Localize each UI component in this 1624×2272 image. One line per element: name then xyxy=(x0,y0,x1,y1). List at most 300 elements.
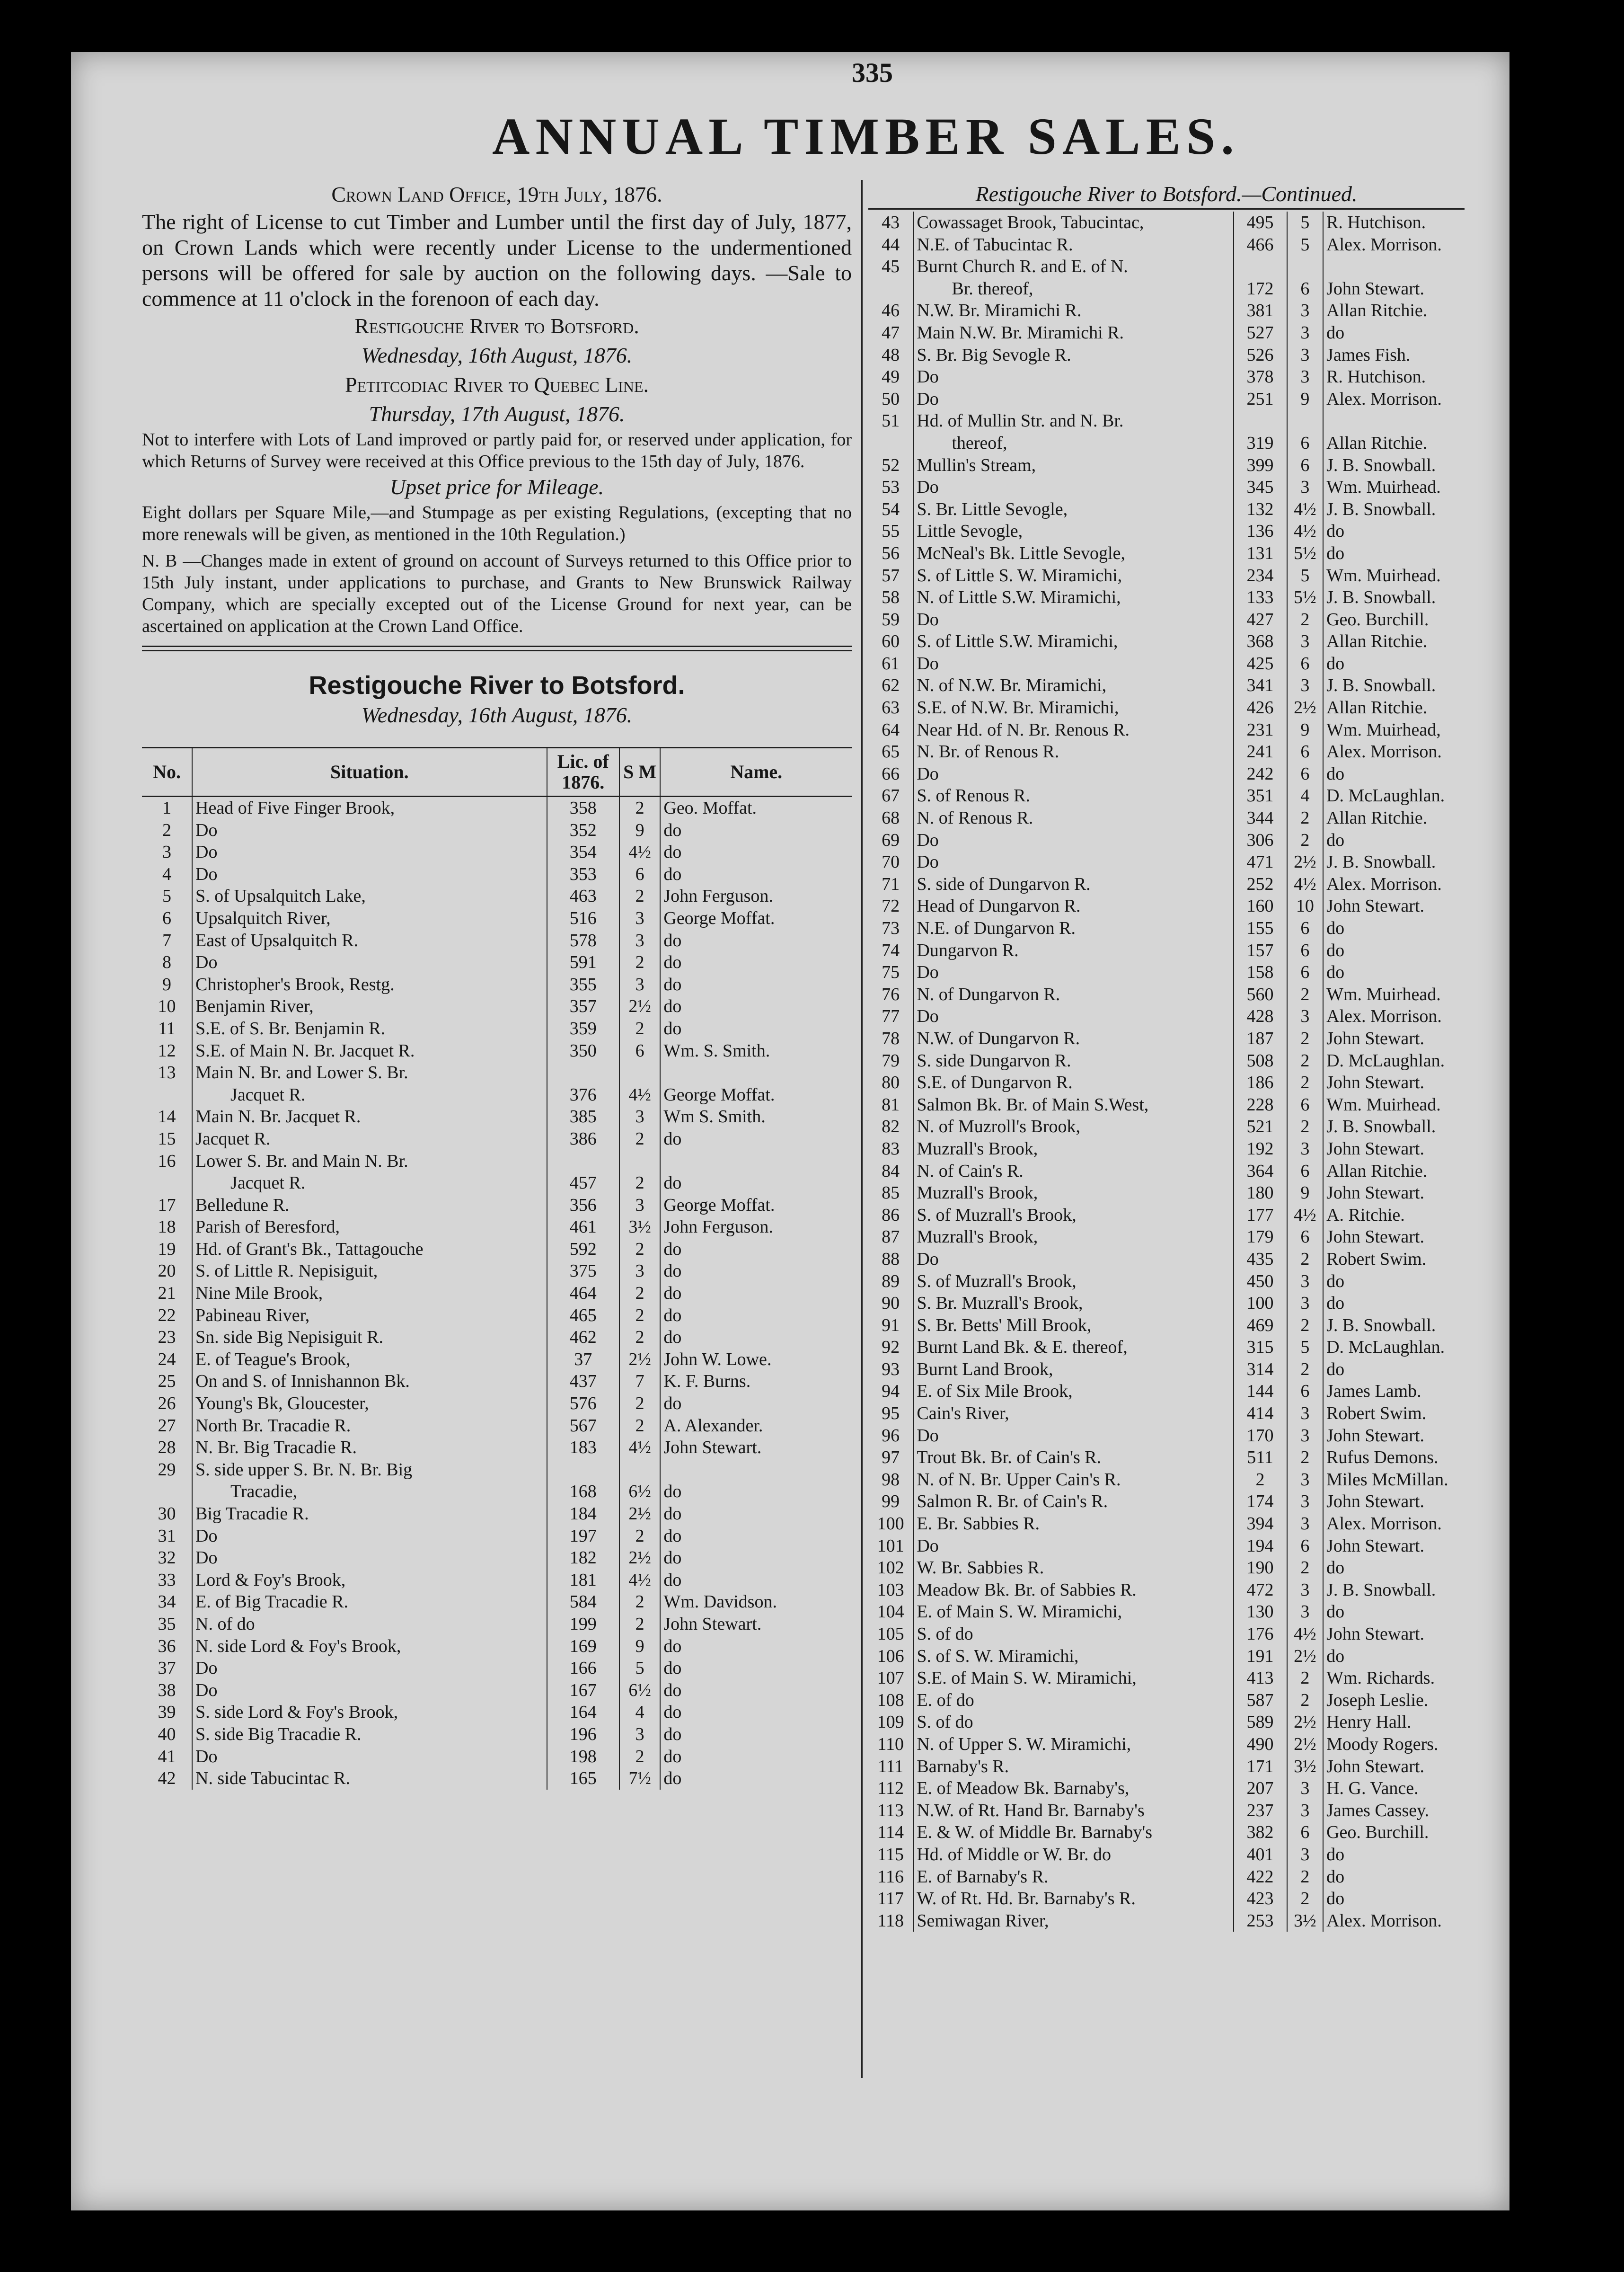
row-name: John Stewart. xyxy=(1323,1072,1465,1094)
row-name: K. F. Burns. xyxy=(660,1370,852,1393)
row-situation: Muzrall's Brook, xyxy=(913,1138,1233,1160)
row-situation: Christopher's Brook, Restg. xyxy=(192,974,547,996)
row-license: 169 xyxy=(547,1635,619,1658)
row-number: 49 xyxy=(882,367,900,387)
table-row xyxy=(868,917,1465,940)
row-name: J. B. Snowball. xyxy=(1323,1116,1465,1138)
row-square-miles: 2½ xyxy=(619,1547,660,1569)
row-name: Wm. Muirhead, xyxy=(1323,719,1465,741)
row-license: 587 xyxy=(1234,1689,1287,1712)
sale1-date: Wednesday, 16th August, 1876. xyxy=(361,343,633,367)
row-number: 3 xyxy=(162,842,172,862)
row-square-miles xyxy=(619,1459,660,1481)
row-number: 7 xyxy=(162,930,172,950)
row-name: do xyxy=(660,1746,852,1768)
row-number: 54 xyxy=(882,499,900,519)
row-situation: W. of Rt. Hd. Br. Barnaby's R. xyxy=(913,1888,1233,1910)
table-row xyxy=(868,542,1465,565)
table-row xyxy=(868,212,1465,234)
row-square-miles xyxy=(1287,256,1324,278)
row-situation: S. of Muzrall's Brook, xyxy=(913,1270,1233,1293)
row-license: 413 xyxy=(1234,1667,1287,1689)
row-number: 30 xyxy=(158,1504,176,1524)
row-number: 29 xyxy=(158,1459,176,1480)
row-license: 560 xyxy=(1234,984,1287,1006)
row-number: 47 xyxy=(882,322,900,343)
row-number: 20 xyxy=(158,1261,176,1281)
row-square-miles: 5 xyxy=(1287,212,1324,234)
row-name: Alex. Morrison. xyxy=(1323,741,1465,763)
row-number: 58 xyxy=(882,587,900,608)
sale2-date: Thursday, 17th August, 1876. xyxy=(369,402,625,426)
table-row xyxy=(142,1679,852,1702)
row-name: do xyxy=(1323,829,1465,852)
row-name: John Stewart. xyxy=(660,1437,852,1459)
table-row xyxy=(868,1800,1465,1822)
row-square-miles: 3 xyxy=(619,1260,660,1282)
row-number: 5 xyxy=(162,886,172,906)
row-number: 114 xyxy=(877,1822,904,1843)
table-row xyxy=(868,1380,1465,1402)
row-license: 131 xyxy=(1234,542,1287,565)
row-number: 70 xyxy=(882,852,900,872)
row-square-miles: 3½ xyxy=(1287,1910,1324,1932)
row-license: 426 xyxy=(1234,697,1287,719)
row-situation: S. of Upsalquitch Lake, xyxy=(192,885,547,907)
row-square-miles: 4½ xyxy=(619,841,660,863)
row-license xyxy=(1234,256,1287,278)
row-license: 164 xyxy=(547,1701,619,1723)
row-square-miles: 6 xyxy=(1287,917,1324,940)
row-number: 37 xyxy=(158,1658,176,1678)
row-square-miles: 3½ xyxy=(1287,1756,1324,1778)
row-situation: Do xyxy=(192,1525,547,1547)
row-square-miles: 2 xyxy=(1287,1050,1324,1072)
row-situation: Hd. of Middle or W. Br. do xyxy=(913,1844,1233,1866)
row-number: 41 xyxy=(158,1746,176,1766)
row-name: Rufus Demons. xyxy=(1323,1447,1465,1469)
table-row xyxy=(142,1613,852,1635)
row-license: 527 xyxy=(1234,322,1287,344)
row-number: 61 xyxy=(882,653,900,674)
row-license: 378 xyxy=(1234,366,1287,388)
table-row xyxy=(142,797,852,819)
row-license: 160 xyxy=(1234,895,1287,917)
table-row xyxy=(868,256,1465,278)
row-situation: N. of N.W. Br. Miramichi, xyxy=(913,674,1233,697)
row-license: 425 xyxy=(1234,653,1287,675)
row-name: do xyxy=(1323,520,1465,542)
table-row xyxy=(868,1623,1465,1645)
row-license: 355 xyxy=(547,974,619,996)
row-name: do xyxy=(660,974,852,996)
table-row xyxy=(868,234,1465,256)
row-square-miles: 2½ xyxy=(619,1503,660,1525)
upset-price-heading: Upset price for Mileage. xyxy=(389,475,604,499)
row-license: 516 xyxy=(547,907,619,930)
row-name: John Stewart. xyxy=(1323,1491,1465,1513)
row-square-miles: 3 xyxy=(1287,1800,1324,1822)
row-square-miles: 2 xyxy=(1287,1358,1324,1381)
table-row xyxy=(868,322,1465,344)
table-row xyxy=(868,454,1465,477)
row-situation: Main N.W. Br. Miramichi R. xyxy=(913,322,1233,344)
table-row xyxy=(868,1050,1465,1072)
table-row xyxy=(868,719,1465,741)
row-number: 106 xyxy=(877,1646,904,1666)
row-license: 508 xyxy=(1234,1050,1287,1072)
row-number: 14 xyxy=(158,1107,176,1127)
row-square-miles: 2 xyxy=(619,1018,660,1040)
table-body-left xyxy=(142,797,852,1790)
row-license: 375 xyxy=(547,1260,619,1282)
row-square-miles: 3 xyxy=(1287,1292,1324,1314)
right-column xyxy=(868,180,1465,1932)
table-row xyxy=(142,1194,852,1216)
row-square-miles: 5½ xyxy=(1287,586,1324,609)
row-square-miles: 3 xyxy=(1287,476,1324,498)
row-square-miles: 6 xyxy=(1287,1380,1324,1402)
table-row xyxy=(868,873,1465,896)
row-license: 168 xyxy=(547,1481,619,1503)
row-name: do xyxy=(660,1767,852,1790)
section-date: Wednesday, 16th August, 1876. xyxy=(361,703,633,727)
double-rule xyxy=(142,646,852,651)
table-row xyxy=(142,1746,852,1768)
row-license: 253 xyxy=(1234,1910,1287,1932)
row-square-miles: 6 xyxy=(1287,432,1324,454)
table-row xyxy=(868,1821,1465,1844)
row-situation: S.E. of Dungarvon R. xyxy=(913,1072,1233,1094)
row-number: 63 xyxy=(882,698,900,718)
row-situation: N. of Upper S. W. Miramichi, xyxy=(913,1733,1233,1756)
row-license: 158 xyxy=(1234,961,1287,984)
row-situation: Do xyxy=(913,961,1233,984)
row-number: 80 xyxy=(882,1073,900,1093)
row-number: 81 xyxy=(882,1094,900,1115)
row-situation: Mullin's Stream, xyxy=(913,454,1233,477)
row-name: Wm. Muirhead. xyxy=(1323,984,1465,1006)
row-number: 76 xyxy=(882,984,900,1004)
row-license: 591 xyxy=(547,951,619,974)
table-row xyxy=(142,1591,852,1613)
row-situation: N. Br. Big Tracadie R. xyxy=(192,1437,547,1459)
row-name: do xyxy=(1323,542,1465,565)
table-row xyxy=(868,895,1465,917)
table-row xyxy=(868,741,1465,763)
row-situation: N. Br. of Renous R. xyxy=(913,741,1233,763)
table-row xyxy=(142,1635,852,1658)
row-name: do xyxy=(660,1128,852,1150)
table-row xyxy=(142,1767,852,1790)
row-license: 314 xyxy=(1234,1358,1287,1381)
row-license: 495 xyxy=(1234,212,1287,234)
row-license: 186 xyxy=(1234,1072,1287,1094)
row-square-miles: 2 xyxy=(619,1238,660,1260)
row-situation: Do xyxy=(913,1248,1233,1270)
table-row xyxy=(868,1138,1465,1160)
row-license: 457 xyxy=(547,1172,619,1194)
row-situation: E. of Main S. W. Miramichi, xyxy=(913,1601,1233,1623)
row-square-miles: 2 xyxy=(1287,807,1324,829)
row-license: 207 xyxy=(1234,1777,1287,1800)
row-square-miles: 3 xyxy=(619,1106,660,1128)
row-name: John Ferguson. xyxy=(660,1216,852,1238)
table-row xyxy=(868,1248,1465,1270)
row-situation: McNeal's Bk. Little Sevogle, xyxy=(913,542,1233,565)
row-license: 166 xyxy=(547,1657,619,1679)
row-number: 19 xyxy=(158,1239,176,1259)
row-square-miles: 2 xyxy=(1287,1888,1324,1910)
row-situation: Lower S. Br. and Main N. Br. xyxy=(192,1150,547,1172)
table-row xyxy=(142,1172,852,1194)
row-situation: North Br. Tracadie R. xyxy=(192,1415,547,1437)
row-situation: S. side Big Tracadie R. xyxy=(192,1723,547,1746)
row-name: J. B. Snowball. xyxy=(1323,674,1465,697)
row-license: 2 xyxy=(1234,1469,1287,1491)
row-number: 77 xyxy=(882,1006,900,1027)
row-square-miles: 2 xyxy=(1287,1866,1324,1888)
row-situation: W. Br. Sabbies R. xyxy=(913,1557,1233,1579)
table-row xyxy=(868,1645,1465,1668)
row-name: Alex. Morrison. xyxy=(1323,388,1465,410)
row-situation: Little Sevogle, xyxy=(913,520,1233,542)
row-situation: Burnt Church R. and E. of N. xyxy=(913,256,1233,278)
row-number: 115 xyxy=(877,1844,904,1864)
row-license: 172 xyxy=(1234,278,1287,300)
row-square-miles: 2 xyxy=(1287,1072,1324,1094)
row-situation: Do xyxy=(913,653,1233,675)
note-interfere: Not to interfere with Lots of Land improved or partly paid for, or reserved under application, for which Returns of Survey were received at this Office previous to the 15th day of July, 1876. xyxy=(142,430,852,471)
row-name: James Cassey. xyxy=(1323,1800,1465,1822)
table-row xyxy=(868,586,1465,609)
row-situation: N. of Renous R. xyxy=(913,807,1233,829)
row-name: John Stewart. xyxy=(1323,1756,1465,1778)
row-situation: Do xyxy=(192,1679,547,1702)
row-square-miles: 2½ xyxy=(1287,697,1324,719)
row-situation: E. of Six Mile Brook, xyxy=(913,1380,1233,1402)
row-license xyxy=(547,1150,619,1172)
row-square-miles: 2½ xyxy=(1287,851,1324,873)
row-number: 50 xyxy=(882,389,900,409)
continued-heading: Restigouche River to Botsford.—Continued. xyxy=(868,180,1465,210)
row-license: 376 xyxy=(547,1084,619,1106)
row-name: D. McLaughlan. xyxy=(1323,1336,1465,1358)
row-situation: S. of do xyxy=(913,1711,1233,1733)
row-license: 344 xyxy=(1234,807,1287,829)
row-number: 112 xyxy=(877,1778,904,1799)
row-name: do xyxy=(660,1635,852,1658)
row-number: 18 xyxy=(158,1217,176,1237)
row-license: 592 xyxy=(547,1238,619,1260)
row-number: 8 xyxy=(162,952,172,973)
row-square-miles: 3 xyxy=(1287,1777,1324,1800)
page-title: ANNUAL TIMBER SALES. xyxy=(492,107,1240,165)
table-row xyxy=(868,674,1465,697)
row-name: Alex. Morrison. xyxy=(1323,1513,1465,1535)
row-number: 62 xyxy=(882,675,900,696)
row-license: 526 xyxy=(1234,344,1287,366)
row-number: 51 xyxy=(882,411,900,431)
table-row xyxy=(868,1425,1465,1447)
row-situation: Do xyxy=(913,851,1233,873)
row-situation: Do xyxy=(913,829,1233,852)
row-square-miles: 3 xyxy=(1287,1138,1324,1160)
row-license: 422 xyxy=(1234,1866,1287,1888)
row-license: 194 xyxy=(1234,1535,1287,1557)
row-square-miles: 6 xyxy=(619,863,660,886)
row-situation: S. of Little S.W. Miramichi, xyxy=(913,630,1233,653)
row-number: 16 xyxy=(158,1151,176,1171)
row-name: Alex. Morrison. xyxy=(1323,1910,1465,1932)
table-row xyxy=(868,763,1465,785)
table-row xyxy=(868,1447,1465,1469)
row-situation: N.W. Br. Miramichi R. xyxy=(913,300,1233,322)
row-number: 56 xyxy=(882,543,900,563)
row-square-miles: 6 xyxy=(1287,278,1324,300)
table-row xyxy=(868,1910,1465,1932)
row-number: 113 xyxy=(877,1800,904,1820)
row-square-miles: 3 xyxy=(1287,322,1324,344)
row-number: 84 xyxy=(882,1161,900,1181)
row-situation: N. of Muzroll's Brook, xyxy=(913,1116,1233,1138)
table-row xyxy=(868,1491,1465,1513)
row-name: do xyxy=(660,863,852,886)
row-name: Allan Ritchie. xyxy=(1323,432,1465,454)
row-square-miles: 4½ xyxy=(1287,1204,1324,1226)
row-license: 521 xyxy=(1234,1116,1287,1138)
row-name: do xyxy=(1323,1844,1465,1866)
row-license: 198 xyxy=(547,1746,619,1768)
row-situation: S. of do xyxy=(913,1623,1233,1645)
row-square-miles: 6 xyxy=(1287,961,1324,984)
row-number: 103 xyxy=(877,1580,904,1600)
row-name: do xyxy=(1323,1645,1465,1668)
row-number: 100 xyxy=(877,1514,904,1534)
table-row xyxy=(868,1777,1465,1800)
row-number: 110 xyxy=(877,1734,904,1754)
row-number: 32 xyxy=(158,1548,176,1568)
row-name: A. Alexander. xyxy=(660,1415,852,1437)
row-square-miles: 9 xyxy=(1287,719,1324,741)
row-square-miles: 3 xyxy=(1287,630,1324,653)
row-name: Geo. Moffat. xyxy=(660,797,852,819)
table-row xyxy=(868,984,1465,1006)
row-license: 381 xyxy=(1234,300,1287,322)
row-name: do xyxy=(1323,1866,1465,1888)
table-row xyxy=(142,1547,852,1569)
row-situation: S.E. of Main S. W. Miramichi, xyxy=(913,1667,1233,1689)
table-row xyxy=(868,1292,1465,1314)
row-name: Wm. Muirhead. xyxy=(1323,565,1465,587)
row-square-miles: 6 xyxy=(1287,454,1324,477)
table-row xyxy=(142,1106,852,1128)
row-square-miles: 2 xyxy=(1287,1667,1324,1689)
row-number: 23 xyxy=(158,1327,176,1348)
row-square-miles: 2 xyxy=(619,1128,660,1150)
row-license: 464 xyxy=(547,1282,619,1305)
row-square-miles xyxy=(619,1062,660,1084)
row-number: 64 xyxy=(882,719,900,740)
row-number: 31 xyxy=(158,1526,176,1546)
row-license: 368 xyxy=(1234,630,1287,653)
table-row xyxy=(142,819,852,842)
row-square-miles: 3 xyxy=(1287,1402,1324,1425)
row-situation: N. side Lord & Foy's Brook, xyxy=(192,1635,547,1658)
row-license: 155 xyxy=(1234,917,1287,940)
table-row xyxy=(868,1226,1465,1248)
row-square-miles: 3 xyxy=(1287,1513,1324,1535)
row-name xyxy=(660,1062,852,1084)
row-license: 130 xyxy=(1234,1601,1287,1623)
row-square-miles: 6 xyxy=(1287,653,1324,675)
row-situation: Trout Bk. Br. of Cain's R. xyxy=(913,1447,1233,1469)
row-license: 184 xyxy=(547,1503,619,1525)
row-situation: S. Br. Big Sevogle R. xyxy=(913,344,1233,366)
row-name: Allan Ritchie. xyxy=(1323,1160,1465,1182)
row-number: 27 xyxy=(158,1415,176,1436)
row-square-miles: 6 xyxy=(1287,940,1324,962)
table-row xyxy=(142,930,852,952)
row-license: 414 xyxy=(1234,1402,1287,1425)
row-name: do xyxy=(660,1393,852,1415)
row-license: 196 xyxy=(547,1723,619,1746)
row-name: John Stewart. xyxy=(1323,1182,1465,1204)
row-license: 132 xyxy=(1234,498,1287,521)
row-license: 423 xyxy=(1234,1888,1287,1910)
row-situation: Tracadie, xyxy=(192,1481,547,1503)
row-license: 350 xyxy=(547,1040,619,1062)
table-row xyxy=(142,951,852,974)
row-name: James Lamb. xyxy=(1323,1380,1465,1402)
row-license: 179 xyxy=(1234,1226,1287,1248)
row-license: 252 xyxy=(1234,873,1287,896)
table-row xyxy=(142,885,852,907)
row-name: J. B. Snowball. xyxy=(1323,1579,1465,1601)
table-row xyxy=(868,1116,1465,1138)
row-situation: Do xyxy=(913,1425,1233,1447)
row-number: 2 xyxy=(162,820,172,840)
row-number: 69 xyxy=(882,830,900,850)
row-situation: N.W. of Rt. Hand Br. Barnaby's xyxy=(913,1800,1233,1822)
row-square-miles: 6 xyxy=(619,1040,660,1062)
row-situation: Semiwagan River, xyxy=(913,1910,1233,1932)
row-license: 462 xyxy=(547,1326,619,1349)
row-situation: Upsalquitch River, xyxy=(192,907,547,930)
table-row xyxy=(142,1084,852,1106)
table-row xyxy=(868,697,1465,719)
row-name: John Stewart. xyxy=(1323,1425,1465,1447)
row-name: do xyxy=(660,951,852,974)
table-row xyxy=(868,829,1465,852)
row-license: 352 xyxy=(547,819,619,842)
table-row xyxy=(868,1072,1465,1094)
row-square-miles: 5 xyxy=(1287,1336,1324,1358)
row-number: 94 xyxy=(882,1381,900,1402)
section-title: Restigouche River to Botsford. xyxy=(309,671,685,700)
row-situation: Muzrall's Brook, xyxy=(913,1226,1233,1248)
row-square-miles xyxy=(619,1150,660,1172)
table-row xyxy=(868,476,1465,498)
timber-table-right xyxy=(868,212,1465,1932)
sale1-route: Restigouche River to Botsford. xyxy=(354,314,639,338)
row-number: 53 xyxy=(882,477,900,497)
table-row xyxy=(868,410,1465,432)
row-number: 91 xyxy=(882,1315,900,1335)
row-number: 68 xyxy=(882,808,900,828)
row-name: Robert Swim. xyxy=(1323,1402,1465,1425)
row-situation: East of Upsalquitch R. xyxy=(192,930,547,952)
